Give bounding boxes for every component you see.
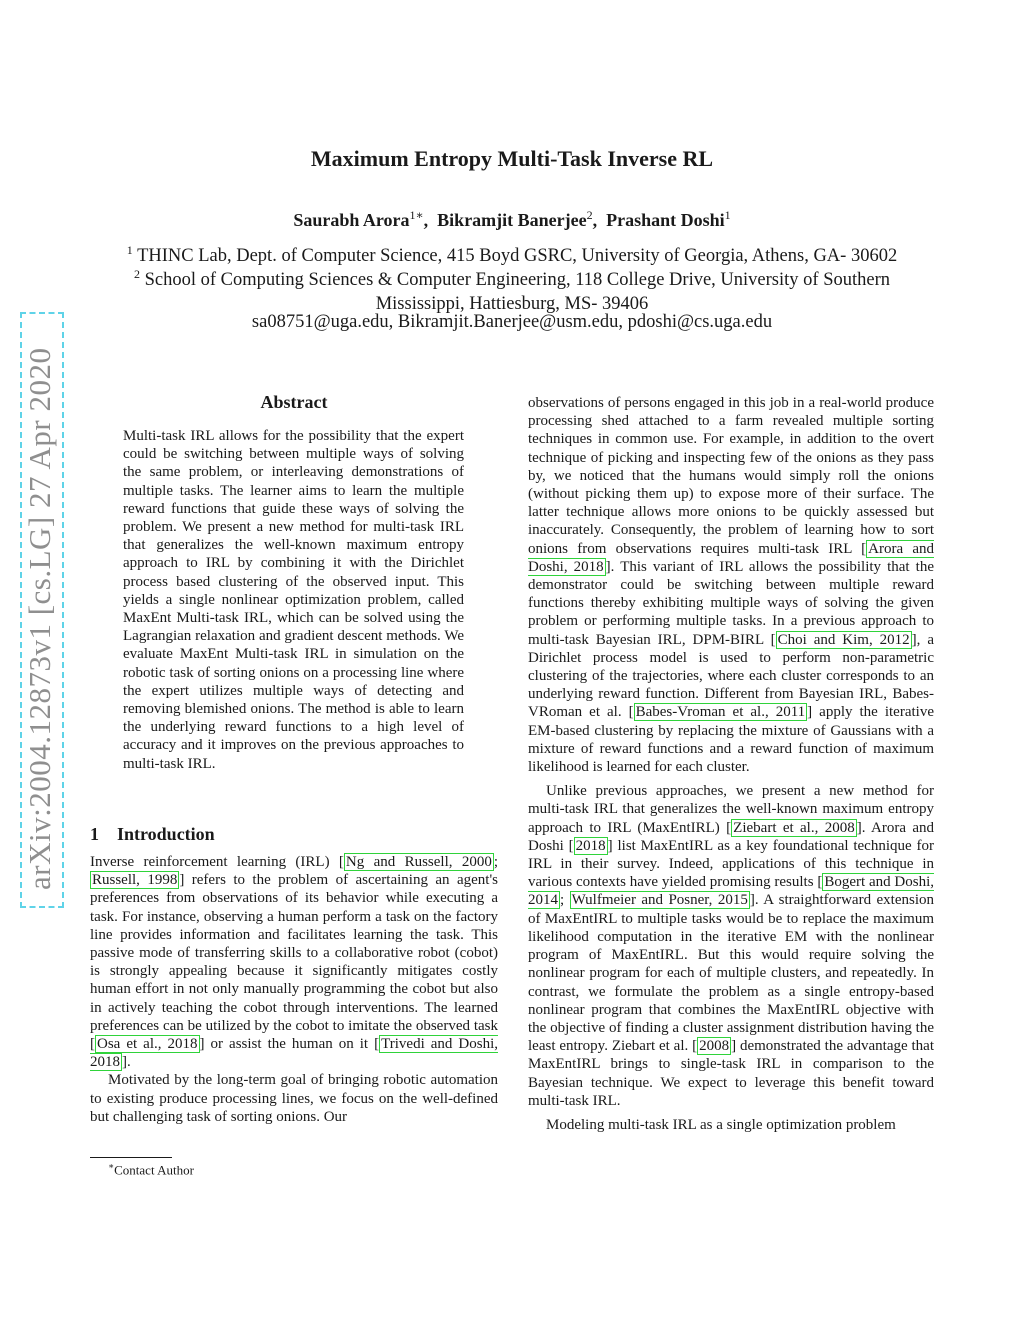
body-paragraph: Modeling multi-task IRL as a single optimization problem (546, 1116, 896, 1133)
section-heading (90, 824, 215, 845)
text-run: Unlike previous approaches, we present a new method for multi-task IRL that generalizes the well-known maximum entropy approach to IRL (MaxEntIRL) [ (528, 783, 934, 836)
citation-link[interactable]: 2008 (699, 1038, 730, 1055)
text-run: ]. (122, 1054, 131, 1071)
footnote-divider (90, 1157, 172, 1158)
citation-link[interactable]: Wulfmeier and Posner, 2015 (571, 892, 748, 909)
author-emails: sa08751@uga.edu, Bikramjit.Banerjee@usm.edu, pdoshi@cs.uga.edu (251, 312, 773, 332)
footnote (108, 1161, 194, 1178)
footnote-mark: ∗ (108, 1161, 115, 1171)
citation-link[interactable]: Arora and Doshi, 2018 (528, 540, 934, 575)
author-name: Bikramjit Banerjee (437, 210, 587, 230)
text-run: ] demonstrated the advantage that MaxEntIRL brings to single-task IRL in comparison to the Bayesian technique. We expect to leverage this benefit toward multi-task IRL. (528, 1038, 935, 1109)
abstract-body (123, 427, 464, 773)
intro-paragraph-2: Motivated by the long-term goal of bringing robotic automation to existing produce processing lines, we focus on the well-defined but challenging task of sorting onions. Our (90, 1072, 498, 1125)
text-run: ; (560, 892, 570, 909)
arxiv-identifier[interactable]: arXiv:2004.12873v1 [cs.LG] 27 Apr 2020 (22, 347, 57, 890)
affiliation-mark: 2 (134, 267, 140, 281)
citation-link[interactable]: Osa et al., 2018 (97, 1036, 198, 1053)
citation-link[interactable]: Choi and Kim, 2012 (777, 631, 910, 648)
affiliation-text: School of Computing Sciences & Computer Engineering, 118 College Drive, University of Southern Mississippi, Hattiesburg, MS- 39406 (144, 270, 890, 315)
right-column (528, 394, 934, 1134)
intro-column (90, 853, 498, 1126)
citation-link[interactable]: Ng and Russell, 2000 (345, 854, 492, 870)
citation-link[interactable]: 2018 (575, 837, 606, 854)
paper-title: Maximum Entropy Multi-Task Inverse RL (310, 146, 714, 171)
affiliation-text: THINC Lab, Dept. of Computer Science, 415 Boyd GSRC, University of Georgia, Athens, GA- 30602 (137, 246, 898, 267)
author-mark: 1∗ (409, 208, 424, 222)
citation-link[interactable]: Bogert and Doshi, 2014 (528, 874, 934, 909)
body-paragraph (528, 394, 934, 776)
text-run: ; (493, 854, 498, 870)
author-mark: 1 (724, 208, 731, 222)
text-run: ] or assist the human on it [ (199, 1036, 380, 1053)
text-run: ]. A straightforward extension of MaxEntIRL to multiple tasks would be to replace the maximum likelihood computation in the iterative EM with the nonlinear program of MaxEntIRL. But this would require solving the nonlinear program for each of multiple clusters, and repeatedly. In contrast, we formulate the problem as a single entropy-based nonlinear program that combines the MaxEntIRL objective with the objective of finding a cluster assignment distribution having the least entropy. Ziebart et al. [ (528, 892, 934, 1055)
section-title: Introduction (117, 824, 215, 844)
abstract-text: Multi-task IRL allows for the possibility that the expert could be switching between multiple ways of solving the same problem, or interleaving demonstrations of multiple tasks. The learner aims to learn the multiple reward functions that guide these ways of solving the problem. We present a new method for multi-task IRL that generalizes the well-known maximum entropy approach to IRL by combining it with the Dirichlet process based clustering of the observed input. This yields a single nonlinear optimization problem, called MaxEnt Multi-task IRL, which can be solved using the Lagrangian relaxation and gradient descent methods. We evaluate MaxEnt Multi-task IRL in simulation on the robotic task of sorting onions on a processing line where the expert utilizes multiple ways of detecting and removing blemished onions. The method is able to learn the underlying reward functions to a high level of accuracy and it improves on the previous approaches to multi-task IRL. (123, 428, 464, 772)
author-mark: 2 (586, 208, 593, 222)
text-run: ] refers to the problem of ascertaining an agent's preferences from observations of its behavior while executing a task. For instance, observing a human perform a task on the factory line provides information and facilitates learning the task. This passive mode of transferring skills to a collaborative robot (cobot) is strongly appealing because it significantly mitigates costly human effort in not only manually programming the cobot but also in actively teaching the cobot through interventions. The learned preferences can be utilized by the cobot to imitate the observed task [ (90, 872, 498, 1053)
citation-link[interactable]: Babes-Vroman et al., 2011 (635, 704, 806, 721)
author-list: Saurabh Arora$^{1∗}$, Bikramjit Banerjee$^2$, Prashant Doshi$^1$ (293, 208, 731, 230)
footnote-text: Contact Author (114, 1162, 194, 1178)
text-run: observations of persons engaged in this job in a real-world produce processing shed attached to a farm revealed multiple sorting techniques in common use. For example, in addition to the overt technique of picking and inspecting few of the onions as they pass by, we noticed that the humans would simply roll the onions (without picking them up) to expose more of their surface. The latter technique allows more onions to be quickly assessed but inaccurately. Consequently, the problem of learning how to sort onions from observations requires multi-task IRL [ (528, 395, 934, 557)
affiliation-2 (90, 262, 934, 316)
text-run: ], a Dirichlet process model is used to perform non-parametric clustering of the trajectories, where each cluster corresponds to an underlying reward function. Different from Bayesian IRL, Babes-VRoman et al. [ (528, 631, 934, 721)
citation-link[interactable]: Ziebart et al., 2008 (733, 819, 855, 836)
section-number: 1 (90, 824, 99, 844)
affiliation-mark: 1 (126, 243, 133, 257)
intro-paragraph-1 (90, 853, 498, 1071)
text-run: ]. This variant of IRL allows the possibility that the demonstrator could be switching between multiple reward functions thereby exhibiting multiple ways of solving the given problem or performing multiple tasks. In a previous approach to multi-task Bayesian IRL, DPM-BIRL [ (528, 558, 934, 648)
text-run: Inverse reinforcement learning (IRL) [ (90, 854, 344, 870)
citation-link[interactable]: Trivedi and Doshi, 2018 (90, 1036, 499, 1071)
text-run: ] apply the iterative EM-based clustering by replacing the mixture of Gaussians with a mixture of reward functions and a reward function of maximum likelihood is learned for each cluster. (528, 704, 934, 776)
abstract-heading: Abstract (260, 392, 328, 412)
author-name: Prashant Doshi (606, 210, 725, 230)
text-run: ]. Arora and Doshi [ (528, 819, 934, 854)
author-name: Saurabh Arora (293, 210, 410, 230)
body-paragraph (528, 782, 934, 1110)
citation-link[interactable]: Russell, 1998 (92, 872, 178, 889)
text-run: ] list MaxEntIRL as a key foundational technique for IRL in their survey. Indeed, applications of this technique in various contexts have yielded promising results [ (528, 837, 934, 891)
